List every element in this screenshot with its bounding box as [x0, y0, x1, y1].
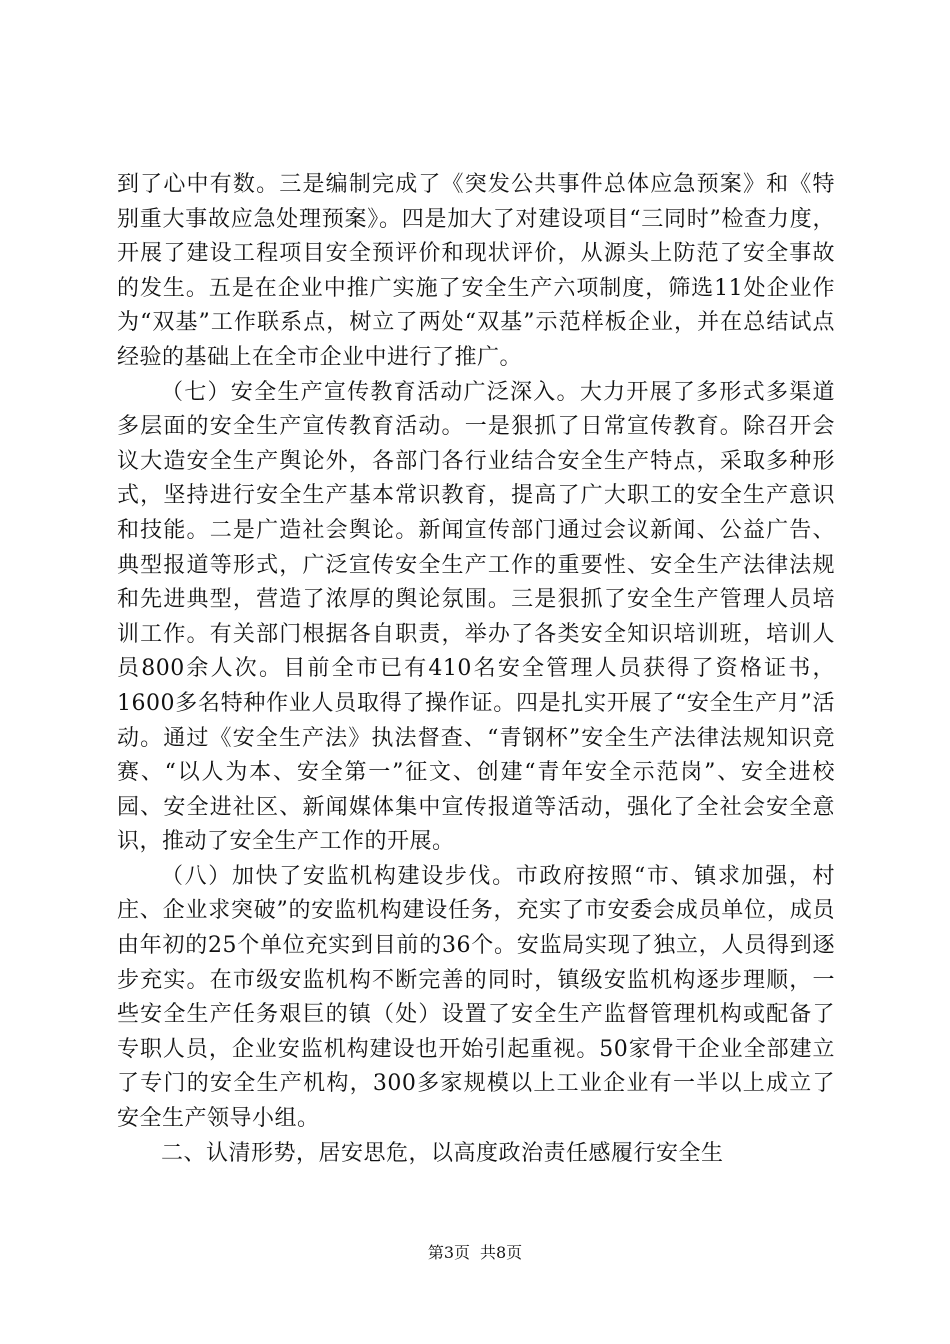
- page-number: 第3页: [427, 1243, 470, 1262]
- paragraph-section-eight: （八）加快了安监机构建设步伐。市政府按照“市、镇求加强，村庄、企业求突破”的安监机构建设任务，充实了市安委会成员单位，成员由年初的25个单位充实到目前的36个。安监局实现了独立，人员得到逐步充实。在市级安监机构不断完善的同时，镇级安监机构逐步理顺，一些安全生产任务艰巨的镇（处）设置了安全生产监督管理机构或配备了专职人员，企业安监机构建设也开始引起重视。50家骨干企业全部建立了专门的安全生产机构，300多家规模以上工业企业有一半以上成立了安全生产领导小组。: [117, 863, 835, 1132]
- paragraph-section-seven: （七）安全生产宣传教育活动广泛深入。大力开展了多形式多渠道多层面的安全生产宣传教育活动。一是狠抓了日常宣传教育。除召开会议大造安全生产舆论外，各部门各行业结合安全生产特点，采取多种形式，坚持进行安全生产基本常识教育，提高了广大职工的安全生产意识和技能。二是广造社会舆论。新闻宣传部门通过会议新闻、公益广告、典型报道等形式，广泛宣传安全生产工作的重要性、安全生产法律法规和先进典型，营造了浓厚的舆论氛围。三是狠抓了安全生产管理人员培训工作。有关部门根据各自职责，举办了各类安全知识培训班，培训人员800余人次。目前全市已有410名安全管理人员获得了资格证书，1600多名特种作业人员取得了操作证。四是扎实开展了“安全生产月”活动。通过《安全生产法》执法督查、“青钢杯”安全生产法律法规知识竞赛、“以人为本、安全第一”征文、创建“青年安全示范岗”、安全进校园、安全进社区、新闻媒体集中宣传报道等活动，强化了全社会安全意识，推动了安全生产工作的开展。: [117, 379, 835, 855]
- paragraph-heading-two: 二、认清形势，居安思危，以高度政治责任感履行安全生: [161, 1140, 724, 1166]
- page-footer: [0, 1243, 950, 1263]
- paragraph-continuation: 到了心中有数。三是编制完成了《突发公共事件总体应急预案》和《特别重大事故应急处理预案》。四是加大了对建设项目“三同时”检查力度，开展了建设工程项目安全预评价和现状评价，从源头上防范了安全事故的发生。五是在企业中推广实施了安全生产六项制度，筛选11处企业作为“双基”工作联系点，树立了两处“双基”示范样板企业，并在总结试点经验的基础上在全市企业中进行了推广。: [117, 172, 835, 370]
- page-total: 共8页: [480, 1243, 523, 1262]
- document-body: [117, 168, 835, 1171]
